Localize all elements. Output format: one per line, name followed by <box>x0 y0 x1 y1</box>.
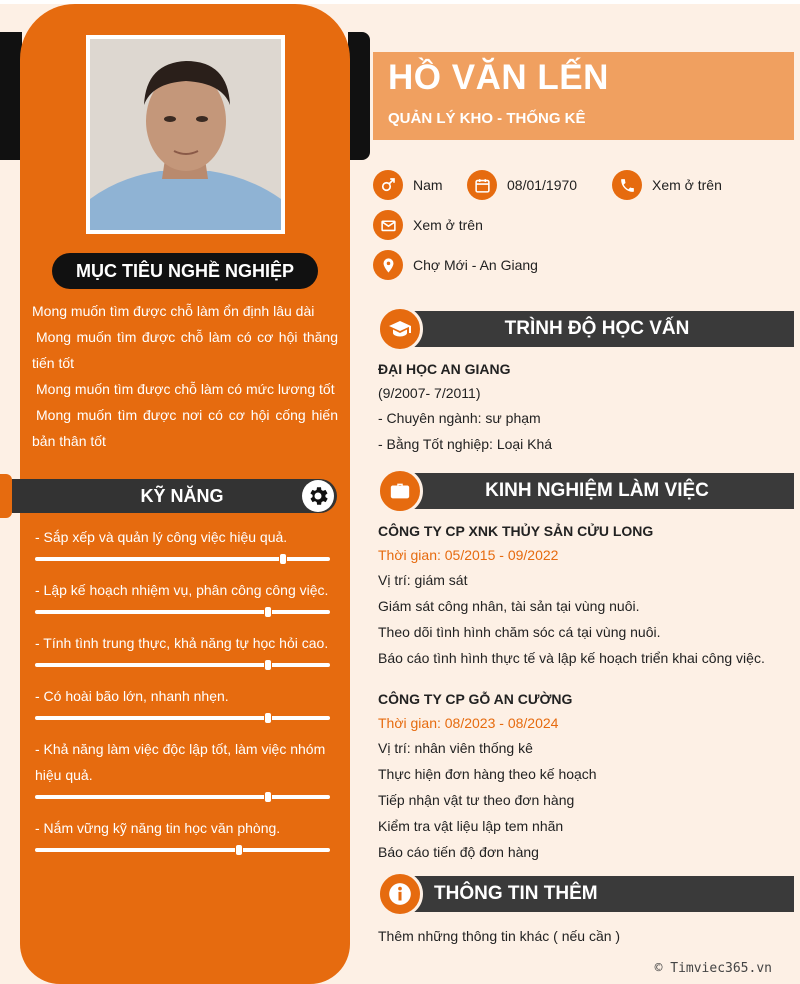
more-info-heading: THÔNG TIN THÊM <box>434 883 598 904</box>
phone-icon <box>612 170 642 200</box>
skill-progress-knob <box>264 712 272 724</box>
skill-label: - Có hoài bão lớn, nhanh nhẹn. <box>35 688 229 704</box>
footer-credit: © Timviec365.vn <box>654 961 772 976</box>
skill-progress-knob <box>235 844 243 856</box>
job-task: Giám sát công nhân, tài sản tại vùng nuôi. <box>378 598 640 614</box>
skill-label: - Khả năng làm việc độc lập tốt, làm việc nhóm hiệu quả. <box>35 741 326 783</box>
objective-heading: MỤC TIÊU NGHỀ NGHIỆP <box>52 253 318 289</box>
gear-icon <box>302 480 334 512</box>
experience-heading-bar <box>400 473 794 509</box>
skill-label: - Lập kế hoạch nhiệm vụ, phân công công việc. <box>35 582 329 598</box>
objective-line: Mong muốn tìm được chỗ làm ổn định lâu dài <box>32 303 315 319</box>
gender-icon <box>373 170 403 200</box>
more-info-heading-bar <box>400 876 794 912</box>
skill-label: - Tính tình trung thực, khả năng tự học hỏi cao. <box>35 635 329 651</box>
education-school: ĐẠI HỌC AN GIANG <box>378 361 511 377</box>
skill-progress-knob <box>264 791 272 803</box>
skill-progress-knob <box>279 553 287 565</box>
job-position: Vị trí: nhân viên thống kê <box>378 740 533 756</box>
job-task: Theo dõi tình hình chăm sóc cá tại vùng nuôi. <box>378 624 661 640</box>
job-task: Báo cáo tình hình thực tế và lập kế hoạch triển khai công việc. <box>378 650 765 666</box>
briefcase-icon <box>377 468 423 514</box>
objective-line: Mong muốn tìm được chỗ làm có mức lương tốt <box>36 381 335 397</box>
graduation-cap-icon <box>377 306 423 352</box>
job-task: Kiểm tra vật liệu lập tem nhãn <box>378 818 564 834</box>
experience-heading: KINH NGHIỆM LÀM VIỆC <box>485 480 709 501</box>
job-task: Báo cáo tiến độ đơn hàng <box>378 844 539 860</box>
info-icon <box>377 871 423 917</box>
skill-progress-knob <box>264 659 272 671</box>
skill-progress-track <box>35 795 330 799</box>
job-task: Tiếp nhận vật tư theo đơn hàng <box>378 792 575 808</box>
email-icon <box>373 210 403 240</box>
address-value: Chợ Mới - An Giang <box>413 257 538 273</box>
gender-value: Nam <box>413 177 443 193</box>
skill-progress-track <box>35 663 330 667</box>
calendar-icon <box>467 170 497 200</box>
education-heading: TRÌNH ĐỘ HỌC VẤN <box>504 318 690 339</box>
portrait-image <box>90 39 281 230</box>
job-company: CÔNG TY CP GỖ AN CƯỜNG <box>378 691 573 707</box>
skill-progress-track <box>35 716 330 720</box>
education-degree: - Bằng Tốt nghiệp: Loại Khá <box>378 436 553 452</box>
skill-progress-track <box>35 848 330 852</box>
location-icon <box>373 250 403 280</box>
skills-side-tab <box>0 474 12 518</box>
more-info-text: Thêm những thông tin khác ( nếu cần ) <box>378 928 621 944</box>
skills-heading: KỸ NĂNG <box>140 486 224 506</box>
candidate-title: QUẢN LÝ KHO - THỐNG KÊ <box>388 110 586 127</box>
job-time: Thời gian: 05/2015 - 09/2022 <box>378 547 559 563</box>
phone-value: Xem ở trên <box>652 177 722 193</box>
skill-progress-track <box>35 557 330 561</box>
right-accent-tab <box>348 32 370 160</box>
education-major: - Chuyên ngành: sư phạm <box>378 410 541 426</box>
birthdate-value: 08/01/1970 <box>507 177 578 193</box>
skill-label: - Nắm vững kỹ năng tin học văn phòng. <box>35 820 281 836</box>
objective-line: Mong muốn tìm được nơi có cơ hội cống hiến bản thân tốt <box>32 407 338 449</box>
job-position: Vị trí: giám sát <box>378 572 468 588</box>
job-time: Thời gian: 08/2023 - 08/2024 <box>378 715 559 731</box>
profile-photo <box>86 35 285 234</box>
objective-line: Mong muốn tìm được chỗ làm có cơ hội thăng tiến tốt <box>32 329 338 371</box>
skill-progress-knob <box>264 606 272 618</box>
skill-label: - Sắp xếp và quản lý công việc hiệu quả. <box>35 529 288 545</box>
left-accent-tab <box>0 32 22 160</box>
candidate-name: HỒ VĂN LẾN <box>388 58 609 97</box>
job-company: CÔNG TY CP XNK THỦY SẢN CỬU LONG <box>378 523 654 539</box>
skills-heading-bar <box>12 479 337 513</box>
education-period: (9/2007- 7/2011) <box>378 385 481 401</box>
education-heading-bar <box>400 311 794 347</box>
skill-progress-track <box>35 610 330 614</box>
email-value: Xem ở trên <box>413 217 483 233</box>
job-task: Thực hiện đơn hàng theo kế hoạch <box>378 766 597 782</box>
